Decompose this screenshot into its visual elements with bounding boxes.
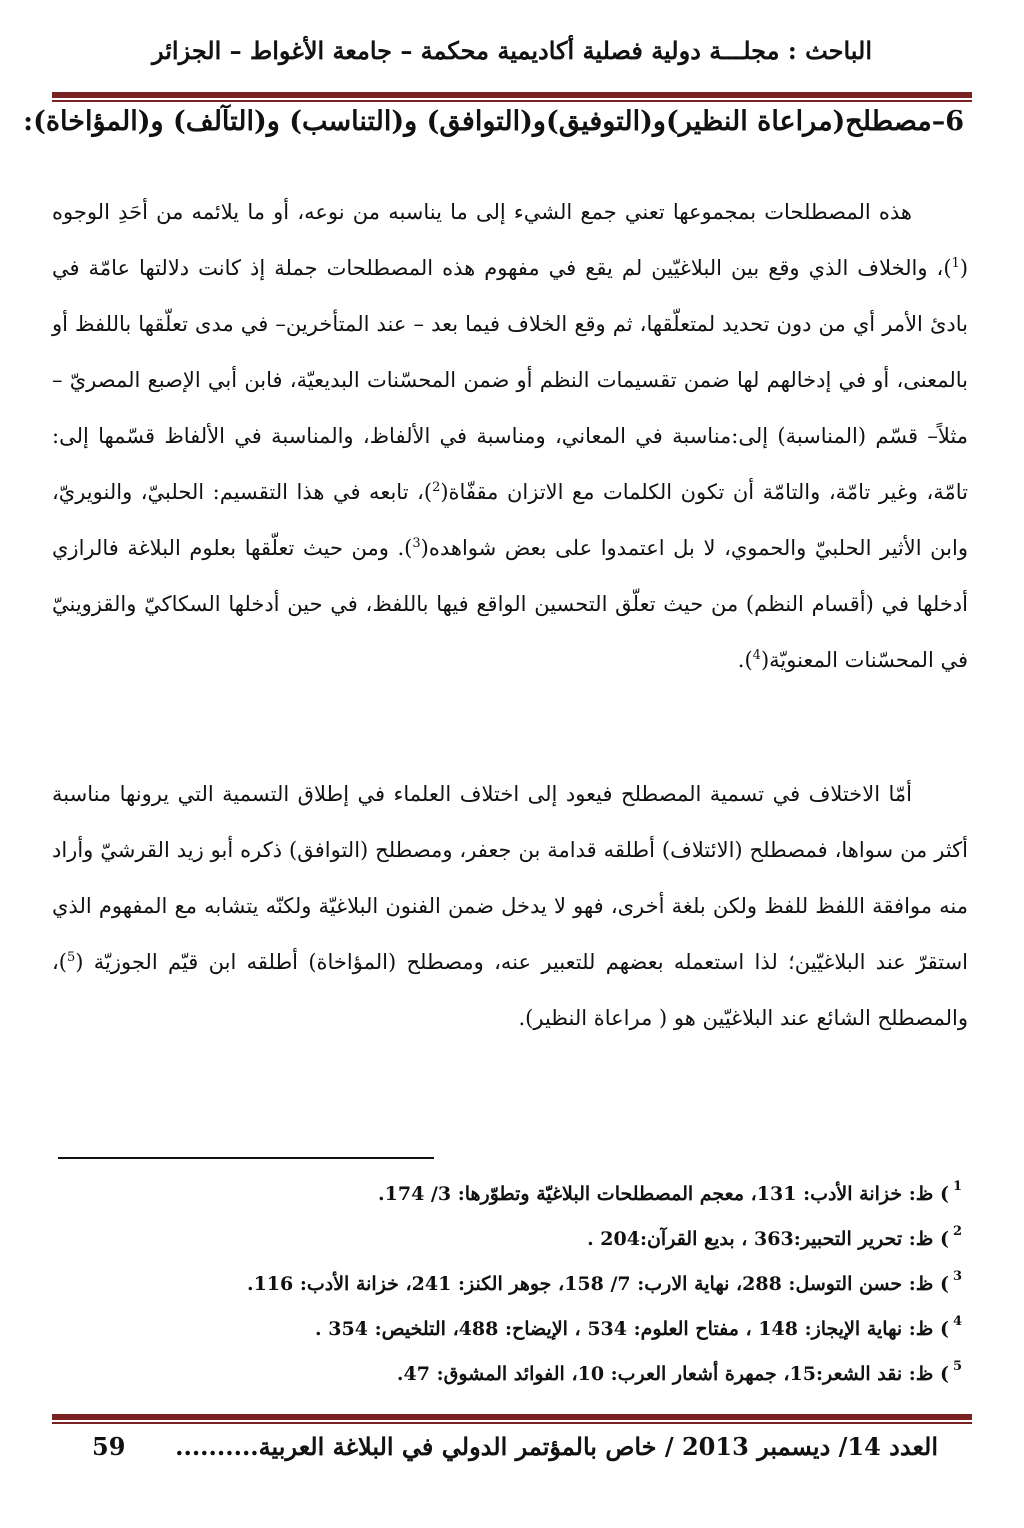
footnote-item: [60, 1307, 962, 1352]
section-heading: 6–مصطلح(مراعاة النظير)و(التوفيق)و(التوافق) و(التناسب) و(التآلف) و(المؤاخاة):: [23, 106, 964, 137]
footnote-separator: [58, 1157, 434, 1159]
footnote-list: [60, 1172, 962, 1397]
footnote-ref-3[interactable]: 3: [412, 536, 421, 551]
footnote-item: [60, 1352, 962, 1397]
footnote-text: ) ظ: حسن التوسل: 288، نهاية الارب: 7/ 158، جوهر الكنز: 241، خزانة الأدب: 116.: [246, 1273, 949, 1295]
paragraph-2-part-2: )، والمصطلح الشائع عند البلاغيّين هو ( مراعاة النظير).: [52, 950, 968, 1030]
paragraph-1-part-5: ).: [737, 648, 753, 672]
footnote-item: [60, 1262, 962, 1307]
paragraph-1-part-2: )، والخلاف الذي وقع بين البلاغيّين لم يقع في مفهوم هذه المصطلحات جملة إذ كانت دلالتها عامّة في بادئ الأمر أي من دون تحديد لمتعلّقها، ثم وقع الخلاف فيما بعد – عند المتأخرين– في مدى تعلّقها باللفظ أو بالمعنى، أو في إدخالهم لها ضمن تقسيمات النظم أو ضمن المحسّنات البديعيّة، فابن أبي الإصبع المصريّ – مثلاً– قسّم (المناسبة) إلى:مناسبة في المعاني، ومناسبة في الألفاظ، والمناسبة في الألفاظ قسّمها إلى: تامّة، وغير تامّة، والتامّة أن تكون الكلمات مع الاتزان مقفّاة(: [52, 256, 969, 504]
footnote-item: [60, 1217, 962, 1262]
footnote-ref-5[interactable]: 5: [66, 950, 76, 965]
paragraph-2-part-1: أمّا الاختلاف في تسمية المصطلح فيعود إلى اختلاف العلماء في إطلاق التسمية التي يرونها مناسبة أكثر من سواها، فمصطلح (الائتلاف) أطلقه قدامة بن جعفر، ومصطلح (التوافق) ذكره أبو زيد القرشيّ وأراد منه موافقة اللفظ للفظ ولكن بلغة أخرى، فهو لا يدخل ضمن الفنون البلاغيّة ولكنّه يتشابه مع المفهوم الذي استقرّ عند البلاغيّين؛ لذا استعمله بعضهم للتعبير عنه، ومصطلح (المؤاخاة) أطلقه ابن قيّم الجوزيّة (: [52, 782, 968, 974]
footnote-number: 5: [952, 1359, 962, 1374]
footnote-ref-4[interactable]: 4: [752, 648, 761, 663]
footnote-text: ) ظ: نهاية الإيجاز: 148 ، مفتاح العلوم: 534 ، الإيضاح: 488، التلخيص: 354 .: [315, 1318, 949, 1340]
paragraph-1-part-1: هذه المصطلحات بمجموعها تعني جمع الشيء إلى ما يناسبه من نوعه، أو ما يلائمه من أحَدِ الوجوه (: [52, 200, 969, 280]
footnote-text: ) ظ: تحرير التحبير:363 ، بديع القرآن:204 .: [587, 1228, 949, 1250]
running-footer: العدد 14/ ديسمبر 2013 / خاص بالمؤتمر الدولي في البلاغة العربية..........: [175, 1432, 938, 1461]
paragraph-1-part-4: ). ومن حيث تعلّقها بعلوم البلاغة فالرازي أدخلها في (أقسام النظم) من حيث تعلّق التحسين الواقع فيها باللفظ، في حين أدخلها السكاكيّ والقزوينيّ في المحسّنات المعنويّة(: [52, 536, 968, 672]
footnote-number: 2: [952, 1224, 962, 1239]
paragraph-2: [52, 766, 968, 1046]
paragraph-1: [52, 184, 968, 688]
footnote-text: ) ظ: خزانة الأدب: 131، معجم المصطلحات البلاغيّة وتطوّرها: 3/ 174.: [378, 1183, 949, 1205]
footnote-text: ) ظ: نقد الشعر:15، جمهرة أشعار العرب: 10، الفوائد المشوق: 47.: [396, 1363, 949, 1385]
page-number: 59: [92, 1432, 126, 1461]
footer-divider: [52, 1414, 972, 1424]
header-divider: [52, 92, 972, 102]
footnote-number: 1: [952, 1179, 962, 1194]
running-header: الباحث : مجلـــة دولية فصلية أكاديمية محكمة – جامعة الأغواط – الجزائر: [151, 36, 873, 65]
footnote-ref-2[interactable]: 2: [432, 480, 441, 495]
footnote-number: 4: [952, 1314, 962, 1329]
footnote-item: [60, 1172, 962, 1217]
footnote-ref-1[interactable]: 1: [951, 256, 960, 271]
footnote-number: 3: [952, 1269, 962, 1284]
paragraph-1-part-3: )، تابعه في هذا التقسيم: الحلبيّ، والنويريّ، وابن الأثير الحلبيّ والحموي، لا بل اعتمدوا على بعض شواهده(: [52, 480, 968, 560]
